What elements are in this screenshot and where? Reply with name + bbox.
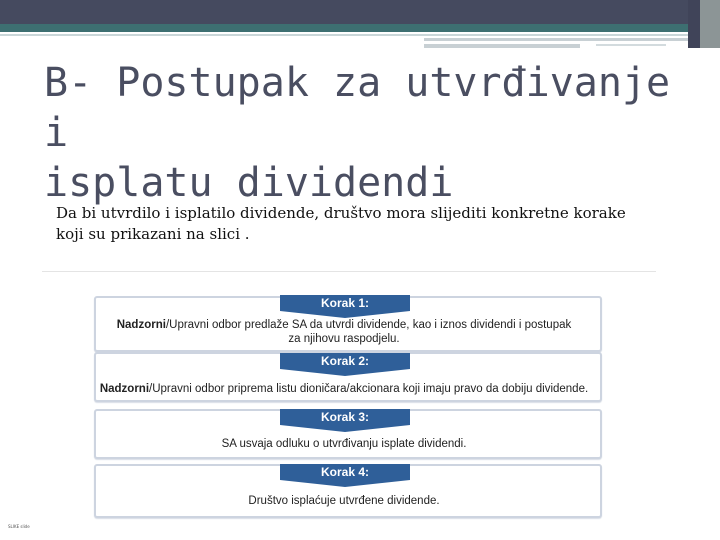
step-text-3: SA usvaja odluku o utvrđivanju isplate dividendi.: [221, 438, 467, 450]
step-text-1: [90, 318, 598, 346]
intro-paragraph: [56, 203, 676, 245]
step-text-2-main: /Upravni odbor priprema listu dioničara/akcionara koji imaju pravo da dobiju dividende.: [149, 383, 589, 395]
step-label-4: Korak 4:: [280, 464, 410, 480]
step-text-1-cont: za njihovu raspodjelu.: [288, 333, 400, 345]
step-text-1-bold: Nadzorni: [116, 319, 166, 331]
decor-line: [424, 38, 688, 41]
step-text-4: Društvo isplaćuje utvrđene dividende.: [248, 495, 440, 507]
decor-line: [424, 44, 580, 48]
step-text-1-main: /Upravni odbor predlaže SA da utvrdi dividende, kao i iznos dividendi i postupak: [165, 319, 572, 331]
footer-note: SLIKE slide: [8, 524, 30, 529]
divider: [42, 271, 656, 272]
step-label-1: Korak 1:: [280, 295, 410, 311]
steps-diagram: [90, 288, 610, 523]
accent-stripe: [0, 24, 688, 32]
accent-thin-stripe: [0, 34, 688, 36]
step-text-2: [90, 382, 598, 396]
slide-title-line1: B- Postupak za utvrđivanje i: [44, 60, 671, 156]
step-label-3: Korak 3:: [280, 409, 410, 425]
top-bar-right-block: [688, 0, 700, 48]
top-bar-right-block-light: [700, 0, 720, 48]
top-bar: [0, 0, 720, 24]
step-label-2: Korak 2:: [280, 353, 410, 369]
intro-line2: koji su prikazani na slici .: [56, 225, 250, 243]
step-text-2-bold: Nadzorni: [99, 383, 150, 395]
slide-title-line2: isplatu dividendi: [44, 160, 454, 206]
intro-line1: Da bi utvrdilo i isplatilo dividende, društvo mora slijediti konkretne korake: [56, 204, 626, 222]
slide-title: [44, 58, 684, 208]
decor-line: [596, 44, 666, 46]
